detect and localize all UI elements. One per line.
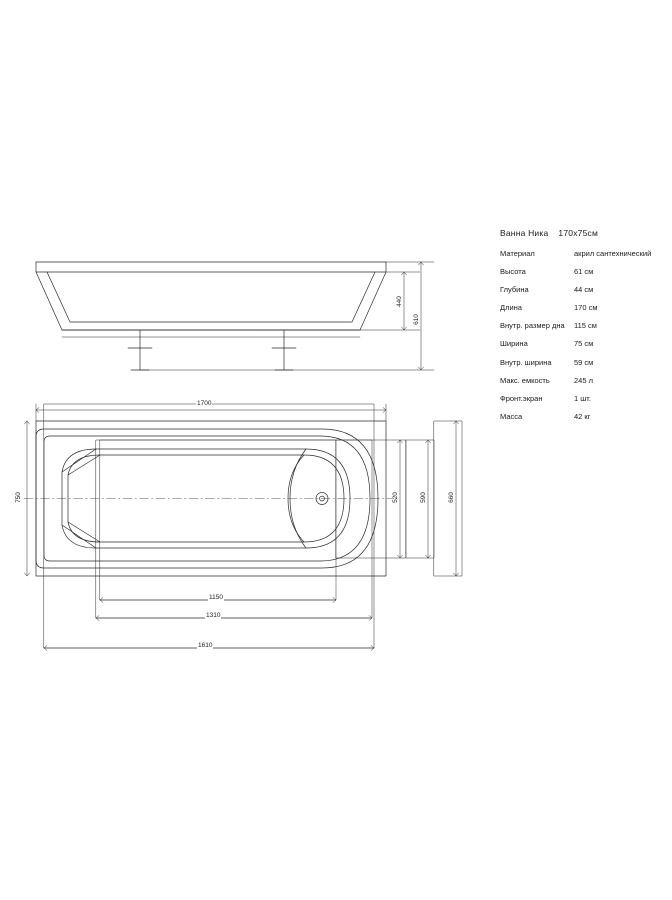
spec-title-label: Ванна Ника: [500, 228, 549, 238]
dimension-label-1310: 1310: [206, 612, 221, 619]
spec-row-inner-width: [500, 359, 660, 367]
spec-row-max-capacity: [500, 377, 660, 385]
spec-key: Высота: [500, 267, 526, 277]
spec-value: 115 см: [574, 321, 597, 331]
spec-value: 170 см: [574, 303, 598, 313]
spec-key: Фронт.экран: [500, 393, 543, 403]
spec-value: 61 см: [574, 267, 594, 277]
dimension-label-1700: 1700: [197, 400, 212, 407]
dimension-label-520: 520: [391, 492, 399, 503]
dimension-label-610: 610: [412, 314, 420, 325]
specification-panel: [500, 228, 660, 431]
spec-key: Ширина: [500, 339, 528, 349]
dimension-label-750: 750: [14, 492, 22, 503]
dimension-label-660: 660: [447, 492, 455, 503]
spec-key: Внутр. размер дна: [500, 321, 565, 331]
side-view-dimensions: [140, 262, 434, 370]
dimension-label-1150: 1150: [209, 594, 223, 601]
spec-title-model: 170х75см: [558, 228, 598, 238]
dimension-label-590: 590: [419, 492, 427, 503]
dimension-label-1610: 1610: [198, 642, 213, 649]
spec-key: Глубина: [500, 285, 529, 295]
spec-value: 75 см: [574, 339, 594, 349]
spec-key: Макс. емкость: [500, 375, 550, 385]
top-plan-geometry: [24, 421, 392, 576]
spec-row-depth: [500, 286, 660, 294]
spec-value: 44 см: [574, 285, 594, 295]
spec-row-height: [500, 268, 660, 276]
spec-key: Материал: [500, 249, 535, 258]
spec-row-inner-bottom-size: [500, 322, 660, 330]
spec-value: акрил сантехнический: [574, 249, 652, 258]
spec-row-width: [500, 340, 660, 348]
spec-row-length: [500, 304, 660, 312]
top-plan-dimensions: [25, 404, 459, 651]
spec-row-front-panel: [500, 395, 660, 403]
spec-key: Масса: [500, 411, 523, 421]
spec-key: Длина: [500, 303, 522, 313]
spec-key: Внутр. ширина: [500, 357, 552, 367]
spec-row-material: [500, 250, 660, 258]
spec-value: 1 шт.: [574, 393, 591, 403]
spec-value: 42 кг: [574, 411, 591, 421]
spec-value: 59 см: [574, 357, 594, 367]
spec-value: 245 л: [574, 375, 593, 385]
side-elevation-geometry: [36, 262, 386, 370]
spec-row-mass: [500, 413, 660, 421]
dimension-label-440: 440: [395, 296, 403, 307]
spec-title: [500, 228, 660, 238]
